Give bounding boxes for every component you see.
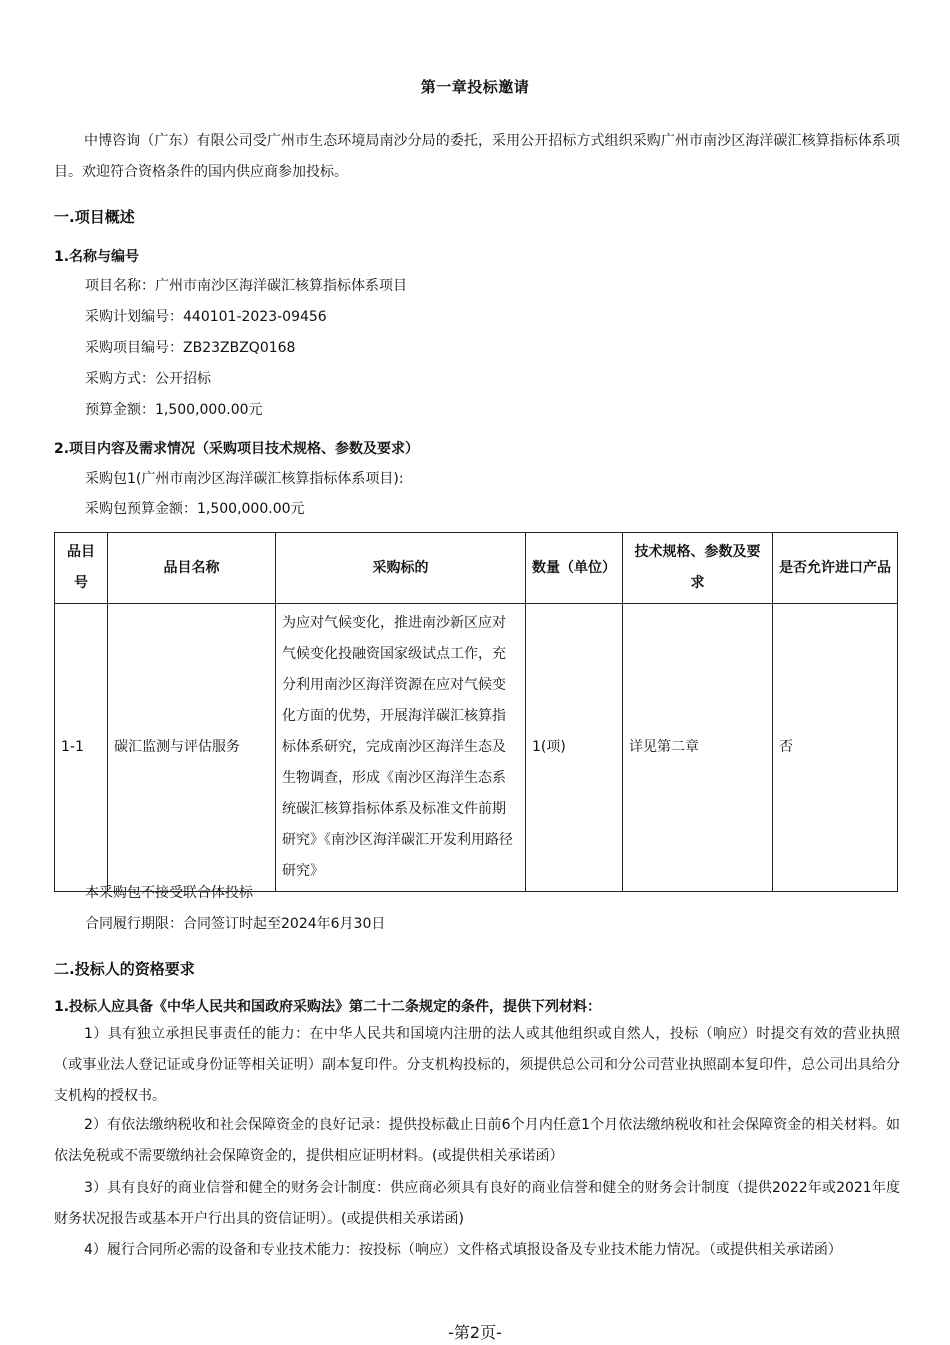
qualification-heading: 1.投标人应具备《中华人民共和国政府采购法》第二十二条规定的条件，提供下列材料： xyxy=(54,999,602,1015)
cell-spec: 详见第二章 xyxy=(623,604,773,892)
no-joint-bid-note: 本采购包不接受联合体投标 xyxy=(85,885,253,901)
package-budget: 采购包预算金额：1,500,000.00元 xyxy=(85,501,305,517)
sub1-heading: 1.名称与编号 xyxy=(54,249,140,265)
requirement-item: 2）有依法缴纳税收和社会保障资金的良好记录：提供投标截止日前6个月内任意1个月依法缴纳税收和社会保障资金的相关材料。如依法免税或不需要缴纳社会保障资金的，提供相应证明材料。(或提供相关承诺函） xyxy=(54,1117,900,1164)
contract-period: 合同履行期限：合同签订时起至2024年6月30日 xyxy=(85,916,386,932)
chapter-title: 第一章投标邀请 xyxy=(420,78,530,96)
plan-number: 采购计划编号：440101-2023-09456 xyxy=(85,309,327,325)
cell-import: 否 xyxy=(773,604,898,892)
procurement-items-table xyxy=(54,532,898,892)
table-header-row xyxy=(55,533,898,604)
header-quantity: 数量（单位） xyxy=(526,533,623,604)
procurement-method: 采购方式：公开招标 xyxy=(85,371,211,387)
page-number: -第2页- xyxy=(448,1323,502,1342)
cell-item-no: 1-1 xyxy=(55,604,108,892)
header-item-no: 品目号 xyxy=(55,533,108,604)
section1-heading: 一.项目概述 xyxy=(54,208,135,226)
requirement-item: 4）履行合同所必需的设备和专业技术能力：按投标（响应）文件格式填报设备及专业技术能力情况。（或提供相关承诺函） xyxy=(84,1242,842,1258)
header-import: 是否允许进口产品 xyxy=(773,533,898,604)
project-number: 采购项目编号：ZB23ZBZQ0168 xyxy=(85,340,296,356)
package-line: 采购包1(广州市南沙区海洋碳汇核算指标体系项目): xyxy=(85,471,404,487)
cell-subject: 为应对气候变化，推进南沙新区应对气候变化投融资国家级试点工作，充分利用南沙区海洋资源在应对气候变化方面的优势，开展海洋碳汇核算指标体系研究，完成南沙区海洋生态及生物调查，形成《南沙区海洋生态系统碳汇核算指标体系及标准文件前期研究》《南沙区海洋碳汇开发利用路径研究》 xyxy=(276,604,526,892)
header-spec: 技术规格、参数及要求 xyxy=(623,533,773,604)
cell-quantity: 1(项) xyxy=(526,604,623,892)
header-subject: 采购标的 xyxy=(276,533,526,604)
intro-paragraph: 中博咨询（广东）有限公司受广州市生态环境局南沙分局的委托，采用公开招标方式组织采购广州市南沙区海洋碳汇核算指标体系项目。欢迎符合资格条件的国内供应商参加投标。 xyxy=(54,133,900,180)
requirement-item: 1）具有独立承担民事责任的能力：在中华人民共和国境内注册的法人或其他组织或自然人，投标（响应）时提交有效的营业执照（或事业法人登记证或身份证等相关证明）副本复印件。分支机构投标的，须提供总公司和分公司营业执照副本复印件，总公司出具给分支机构的授权书。 xyxy=(54,1026,900,1104)
requirement-item: 3）具有良好的商业信誉和健全的财务会计制度：供应商必须具有良好的商业信誉和健全的财务会计制度（提供2022年或2021年度财务状况报告或基本开户行出具的资信证明）。(或提供相关承诺函) xyxy=(54,1180,900,1227)
table-row xyxy=(55,604,898,892)
cell-item-name: 碳汇监测与评估服务 xyxy=(108,604,276,892)
project-name: 项目名称：广州市南沙区海洋碳汇核算指标体系项目 xyxy=(85,278,407,294)
budget-amount: 预算金额：1,500,000.00元 xyxy=(85,402,263,418)
header-item-name: 品目名称 xyxy=(108,533,276,604)
section2-heading: 二.投标人的资格要求 xyxy=(54,960,195,978)
sub2-heading: 2.项目内容及需求情况（采购项目技术规格、参数及要求） xyxy=(54,441,420,457)
